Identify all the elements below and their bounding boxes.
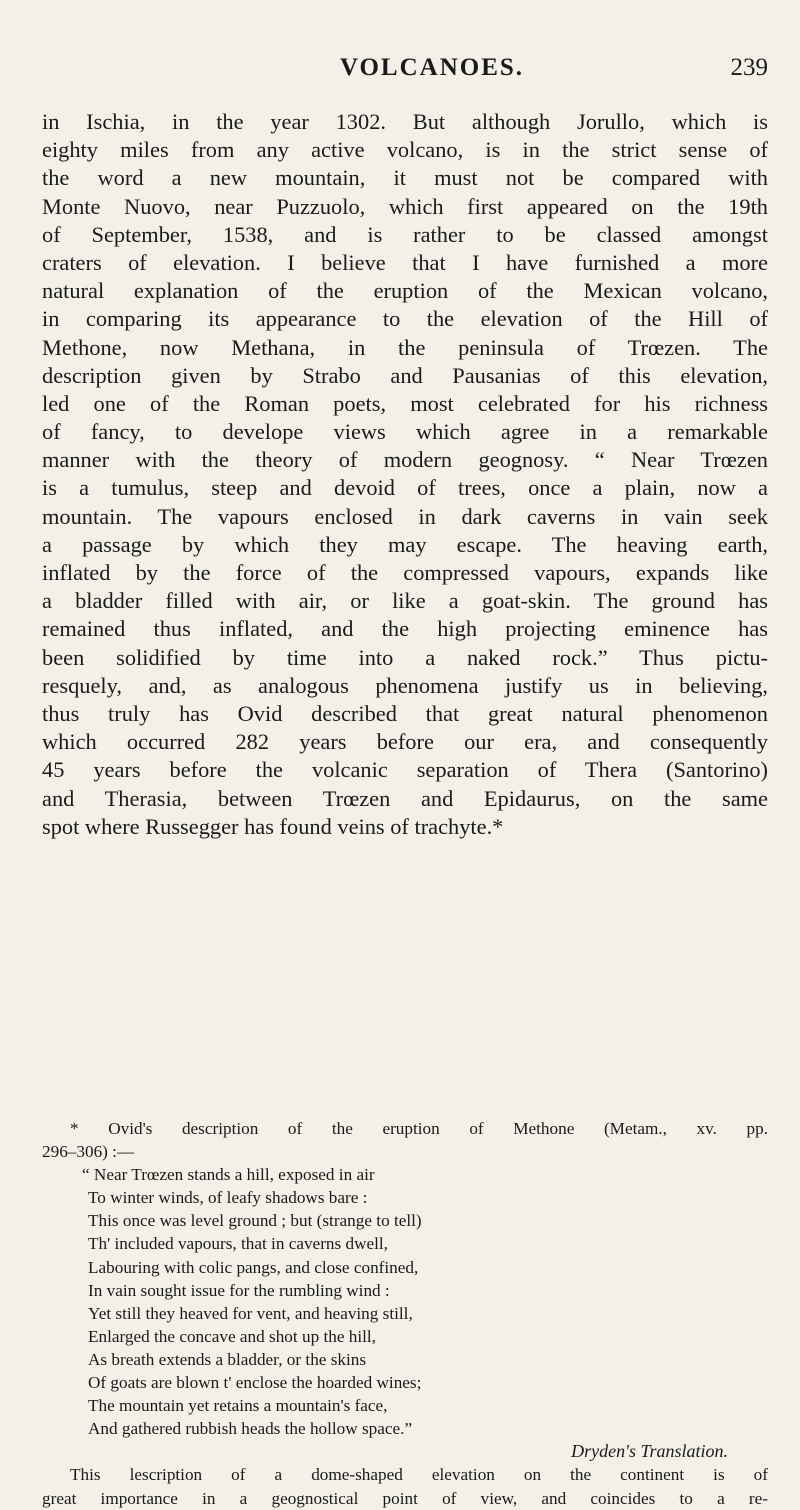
- poem-line: “ Near Trœzen stands a hill, exposed in air: [82, 1165, 375, 1185]
- footnote-block: [42, 1117, 768, 1510]
- translation-attribution: Dryden's Translation.: [571, 1441, 728, 1462]
- running-title: VOLCANOES.: [339, 54, 525, 81]
- body-line: natural explanation of the eruption of the Mexican volcano,: [42, 278, 768, 304]
- body-line: manner with the theory of modern geognosy. “ Near Trœzen: [42, 447, 768, 473]
- body-line: been solidified by time into a naked rock.” Thus pictu-: [42, 644, 768, 670]
- poem-line: This once was level ground ; but (strange to tell): [88, 1211, 422, 1231]
- body-line: Methone, now Methana, in the peninsula of Trœzen. The: [42, 334, 768, 360]
- body-line: is a tumulus, steep and devoid of trees, once a plain, now a: [42, 475, 768, 501]
- body-line: which occurred 282 years before our era, and consequently: [42, 729, 768, 755]
- body-line: led one of the Roman poets, most celebrated for his richness: [42, 390, 768, 416]
- footnote-closing-line: great importance in a geognostical point of view, and coincides to a re-: [42, 1488, 768, 1508]
- poem-line: And gathered rubbish heads the hollow space.”: [88, 1419, 413, 1439]
- poem-line: Of goats are blown t' enclose the hoarded wines;: [88, 1373, 422, 1393]
- body-line: in Ischia, in the year 1302. But although Jorullo, which is: [42, 109, 768, 134]
- body-line: thus truly has Ovid described that great natural phenomenon: [42, 700, 768, 726]
- body-line: inflated by the force of the compressed vapours, expands like: [42, 560, 768, 585]
- body-line: and Therasia, between Trœzen and Epidaurus, on the same: [42, 785, 768, 811]
- footnote-closing-line: This lescription of a dome-shaped elevation on the continent is of: [70, 1465, 768, 1485]
- body-line: description given by Strabo and Pausanias of this elevation,: [42, 362, 768, 388]
- body-line: the word a new mountain, it must not be compared with: [42, 165, 768, 191]
- poem-line: In vain sought issue for the rumbling wind :: [88, 1280, 390, 1300]
- footnote-intro-line: 296–306) :—: [42, 1142, 135, 1162]
- poem-line: Yet still they heaved for vent, and heaving still,: [88, 1303, 413, 1323]
- body-line: mountain. The vapours enclosed in dark caverns in vain seek: [42, 503, 768, 529]
- body-line: a bladder filled with air, or like a goat-skin. The ground has: [42, 588, 768, 614]
- poem-line: Labouring with colic pangs, and close confined,: [88, 1257, 419, 1277]
- body-line: eighty miles from any active volcano, is in the strict sense of: [42, 137, 768, 163]
- body-line: 45 years before the volcanic separation of Thera (Santorino): [42, 757, 768, 783]
- body-line: of fancy, to develope views which agree in a remarkable: [42, 419, 768, 445]
- body-line: in comparing its appearance to the elevation of the Hill of: [42, 306, 768, 332]
- body-line: remained thus inflated, and the high projecting eminence has: [42, 616, 768, 642]
- footnote-intro-line: * Ovid's description of the eruption of Methone (Metam., xv. pp.: [70, 1119, 768, 1138]
- body-line: Monte Nuovo, near Puzzuolo, which first appeared on the 19th: [42, 193, 768, 219]
- body-line: craters of elevation. I believe that I have furnished a more: [42, 249, 768, 275]
- poem-line: Th' included vapours, that in caverns dwell,: [88, 1234, 388, 1254]
- poem-line: The mountain yet retains a mountain's face,: [88, 1396, 388, 1416]
- page-header: [96, 54, 768, 94]
- main-body-text: [42, 108, 768, 841]
- page-number: 239: [730, 54, 768, 81]
- body-line: a passage by which they may escape. The heaving earth,: [42, 531, 768, 557]
- poem-line: As breath extends a bladder, or the skins: [88, 1349, 367, 1369]
- body-line: resquely, and, as analogous phenomena justify us in believing,: [42, 672, 768, 698]
- poem-line: To winter winds, of leafy shadows bare :: [88, 1188, 368, 1208]
- body-line: of September, 1538, and is rather to be classed amongst: [42, 221, 768, 247]
- body-line: spot where Russegger has found veins of trachyte.*: [42, 813, 504, 839]
- poem-line: Enlarged the concave and shot up the hill,: [88, 1326, 376, 1346]
